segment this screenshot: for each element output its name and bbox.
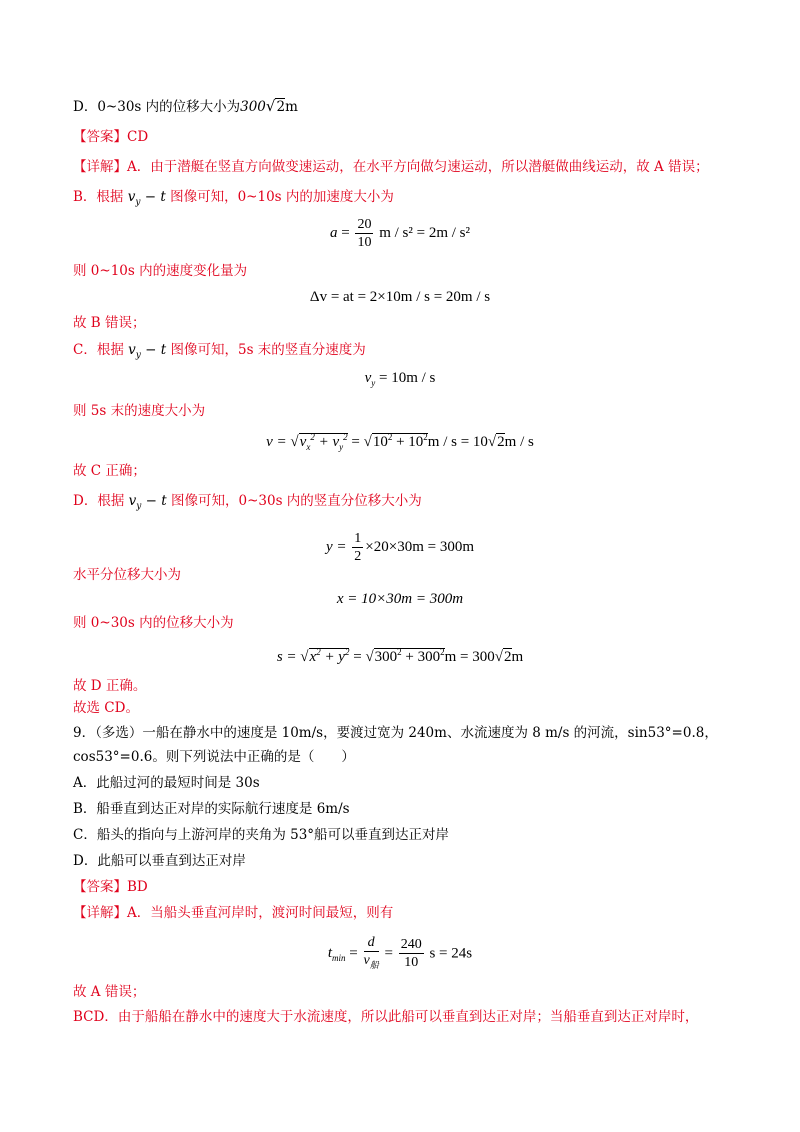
eq-t-rest: s = 24s: [429, 945, 473, 962]
eq-y-fraction: [352, 530, 363, 565]
eq-s-mid: =: [349, 649, 366, 665]
eq-y-num: 1: [354, 531, 362, 546]
vy-dash-d: − t: [141, 493, 167, 509]
q9-text-1: 9．（多选）一船在静水中的速度是 10m/s，要渡过宽为 240m、水流速度为 8 m/s 的河流，sin53°=0.8，: [73, 725, 718, 741]
detail-d-line: [73, 492, 422, 516]
equation-vy: [0, 369, 800, 392]
detail-b2-line: [73, 262, 247, 280]
sqrt-icon: √: [365, 649, 374, 665]
vy-dash-c: − t: [140, 342, 167, 358]
q9-b-text: B．船垂直到达正对岸的实际航行速度是 6m/s: [73, 801, 350, 817]
q9-text-2: cos53°=0.6。则下列说法中正确的是（ ）: [73, 749, 355, 765]
d4-text: 故 D 正确。: [73, 678, 147, 694]
answer-value: CD: [127, 129, 149, 145]
eq-t-den1-sub: 船: [369, 959, 379, 970]
eq-a-lhs: a: [329, 224, 338, 241]
sqrt-icon: √: [290, 434, 299, 450]
eq-v-radicand: $v_x^2 + v_y^2$: [299, 432, 348, 452]
q9-option-c: [73, 826, 449, 844]
answer-line-2: [73, 878, 148, 896]
eq-v-radicand-2: $10^2 + 10^2$: [372, 432, 428, 450]
eq-t-num2: 240: [400, 937, 422, 953]
eq-vy-symbol: [365, 370, 376, 386]
eq-t-den2: 10: [404, 955, 419, 971]
vy-v: v: [127, 189, 136, 205]
eq-a-rest: m / s² = 2m / s²: [379, 224, 471, 241]
detail-b3-line: [73, 314, 146, 332]
detail-d4-line: [73, 677, 146, 695]
eq-t-num1: d: [364, 934, 379, 952]
eq-vy-sub: y: [371, 378, 376, 388]
eq-v-lhs: v =: [266, 434, 291, 450]
eq-a-fraction: [355, 216, 373, 251]
q9-line-1: [73, 724, 718, 742]
detail-c2-line: [73, 402, 205, 420]
eq-t-den1: v: [363, 953, 370, 968]
vy-t-symbol-d: [128, 493, 167, 512]
q9-c-text: C．船头的指向与上游河岸的夹角为 53°船可以垂直到达正对岸: [73, 827, 450, 843]
equation-v: [0, 428, 800, 456]
answer-tag-2: 【答案】: [73, 879, 127, 895]
c-prefix: C．根据: [73, 342, 124, 358]
eq-y-lhs: y =: [326, 538, 351, 555]
eq-s-radicand-3: 2: [504, 649, 512, 665]
vy-sub-c: y: [135, 350, 141, 361]
d2-text: 水平分位移大小为: [73, 567, 181, 583]
c2-text: 则 5s 末的速度大小为: [73, 403, 206, 419]
e2-text: BCD．由于船船在静水中的速度大于水流速度，所以此船可以垂直到达正对岸；当船垂直到达正对岸时，: [73, 1009, 699, 1025]
detail-d3-line: [73, 614, 234, 632]
eq-v-mid: =: [347, 434, 364, 450]
q9-a-text: A．此船过河的最短时间是 30s: [73, 775, 260, 791]
answer-value-2: BD: [127, 879, 148, 895]
detail-line-2: [73, 904, 393, 922]
eq-x-text: x = 10×30m = 300m: [336, 591, 464, 607]
b-prefix: B．根据: [73, 189, 124, 205]
option-d-number: 300: [240, 99, 266, 115]
eq-t-symbol: [327, 945, 346, 964]
vy-sub-d: y: [136, 501, 142, 512]
eq-t-fraction-2: [399, 936, 424, 971]
eq-v-r1: m / s = 10: [427, 434, 488, 450]
eq-a-num: 20: [357, 217, 372, 232]
b-suffix: 图像可知，0~10s 内的加速度大小为: [170, 189, 394, 205]
equation-dv: [0, 288, 800, 306]
q9-option-d: [73, 852, 246, 870]
eq-v-r2: m / s: [504, 434, 534, 450]
sqrt-icon: √: [487, 434, 497, 450]
sqrt-icon: √: [265, 97, 276, 115]
detail-c-line: [73, 341, 366, 365]
vy-t-symbol: [127, 189, 166, 208]
eq-s-radicand: $x^2 + y^2$: [309, 647, 350, 665]
sqrt-icon: √: [363, 434, 372, 450]
eq-s-lhs: s =: [276, 649, 301, 665]
c3-text: 故 C 正确；: [73, 463, 146, 479]
q9-option-a: [73, 774, 260, 792]
d3-text: 则 0~30s 内的位移大小为: [73, 615, 234, 631]
option-d-text: D．0~30s 内的位移大小为: [73, 99, 241, 115]
answer-tag: 【答案】: [73, 129, 127, 145]
vy-dash: − t: [140, 189, 166, 205]
detail-e1-line: [73, 983, 145, 1001]
eq-t-fraction-1: [364, 934, 379, 974]
d-prefix: D．根据: [73, 493, 125, 509]
equation-y: [0, 530, 800, 565]
option-d-unit: m: [285, 99, 298, 115]
eq-t-t: t: [327, 945, 333, 962]
equation-x: [0, 590, 800, 608]
answer-line-1: [73, 128, 148, 146]
vy-v-d: v: [128, 493, 137, 509]
q9-option-b: [73, 800, 350, 818]
eq-y-den: 2: [354, 549, 362, 564]
detail-line-1: [73, 158, 709, 176]
eq-dv-text: Δv = at = 2×10m / s = 20m / s: [309, 289, 491, 305]
detail-text-2: A．当船头垂直河岸时，渡河时间最短，则有: [127, 905, 394, 921]
option-d-radicand: 2: [276, 99, 286, 115]
eq-s-r: m = 300: [444, 649, 495, 665]
e1-text: 故 A 错误；: [73, 984, 146, 1000]
d-suffix: 图像可知，0~30s 内的竖直分位移大小为: [170, 493, 422, 509]
eq-t-sub: min: [332, 953, 346, 964]
vy-v-c: v: [128, 342, 136, 358]
q9-line-2: [73, 748, 355, 766]
equation-acceleration: a = $\frac{20}{10}$ m / s² = 2m / s²: [329, 217, 471, 250]
eq-s-end: m: [511, 649, 524, 665]
detail-text: A．由于潜艇在竖直方向做变速运动，在水平方向做匀速运动，所以潜艇做曲线运动，故 A 错误；: [127, 159, 709, 175]
detail-d2-line: [73, 566, 181, 584]
detail-e2-line: [73, 1008, 698, 1026]
eq-a-den: 10: [357, 235, 372, 250]
eq-vy-rest: = 10m / s: [379, 370, 436, 386]
vy-t-symbol-c: [128, 342, 167, 361]
q9-d-text: D．此船可以垂直到达正对岸: [73, 853, 246, 869]
eq-s-radicand-2: $300^2 + 300^2$: [374, 647, 445, 665]
detail-d5-line: [73, 699, 139, 717]
detail-tag-2: 【详解】: [73, 905, 127, 921]
c-suffix: 图像可知，5s 末的竖直分速度为: [170, 342, 366, 358]
detail-b-line: [73, 188, 394, 212]
vy-sub: y: [135, 197, 141, 208]
option-d-line: [73, 97, 298, 116]
equation-s: [0, 643, 800, 666]
eq-v-radicand-3: 2: [497, 434, 505, 450]
equation-tmin: $t_{min}$ = $\frac{d}{v_船}$ = $\frac{240}{10}$ s = 24s: [0, 934, 800, 974]
detail-c3-line: [73, 462, 146, 480]
eq-vy-v: v: [364, 370, 372, 386]
eq-y-rest: ×20×30m = 300m: [365, 538, 474, 555]
sqrt-icon: √: [494, 649, 504, 665]
detail-tag: 【详解】: [73, 159, 127, 175]
sqrt-icon: √: [300, 649, 309, 665]
eq-t-den1-wrap: [364, 952, 379, 974]
d5-text: 故选 CD。: [73, 700, 139, 716]
b3-text: 故 B 错误；: [73, 315, 146, 331]
b2-text: 则 0~10s 内的速度变化量为: [73, 263, 248, 279]
